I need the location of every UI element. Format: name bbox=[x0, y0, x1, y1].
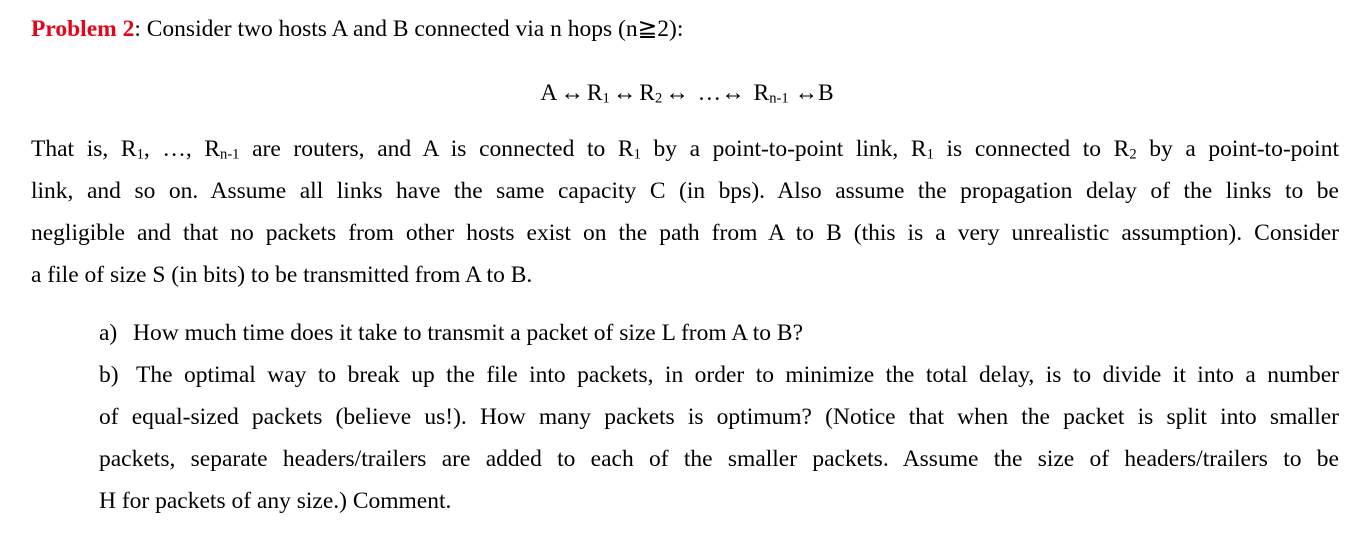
hop-chain-formula bbox=[0, 80, 1372, 107]
router-rn-1: $R_{n-1}$ bbox=[753, 80, 789, 107]
problem-intro: Consider two hosts A and B connected via n hops (n≧2): bbox=[140, 16, 684, 42]
question-a-marker: a) bbox=[99, 320, 118, 346]
bidirectional-arrow-icon: ↔ bbox=[794, 80, 818, 106]
ellipsis: … bbox=[697, 80, 722, 106]
question-b-line-2: of equal-sized packets (believe us!). How many packets is optimum? (Notice that when the packet is split into smaller bbox=[99, 404, 1339, 430]
paragraph-line-2: link, and so on. Assume all links have the same capacity C (in bps). Also assume the propagation delay of the links to be bbox=[31, 178, 1339, 204]
router-r1: $R_1$ bbox=[586, 80, 610, 107]
paragraph-line-3: negligible and that no packets from other hosts exist on the path from A to B (this is a very unrealistic assumption). Consider bbox=[31, 220, 1339, 246]
question-b-marker: b) bbox=[99, 362, 119, 388]
router-r2: $R_2$ bbox=[639, 80, 663, 107]
problem-colon: : bbox=[134, 16, 141, 42]
bidirectional-arrow-icon: ↔ bbox=[612, 80, 637, 106]
bidirectional-arrow-icon: ↔ bbox=[560, 80, 584, 106]
host-b: B bbox=[817, 80, 834, 106]
question-b-line-1: The optimal way to break up the file into packets, in order to minimize the total delay, is to divide it into a number bbox=[136, 362, 1339, 388]
paragraph-line-4: a file of size S (in bits) to be transmitted from A to B. bbox=[31, 262, 533, 288]
paragraph-line-1: That is, $R_1$, …, $R_{n-1}$ are routers, and A is connected to $R_1$ by a point-to-point link, $R_1$ is connected to $R_2$ by a point-to-point bbox=[31, 136, 1339, 163]
question-b-line-3: packets, separate headers/trailers are added to each of the smaller packets. Assume the size of headers/trailers to be bbox=[99, 446, 1339, 472]
problem-heading bbox=[31, 18, 683, 42]
problem-label: Problem 2 bbox=[31, 16, 135, 42]
bidirectional-arrow-icon: ↔ bbox=[721, 80, 745, 106]
question-a-text: How much time does it take to transmit a packet of size L from A to B? bbox=[133, 320, 804, 346]
question-b-line-4: H for packets of any size.) Comment. bbox=[99, 488, 452, 514]
host-a: A bbox=[540, 80, 558, 106]
bidirectional-arrow-icon: ↔ bbox=[665, 80, 689, 106]
